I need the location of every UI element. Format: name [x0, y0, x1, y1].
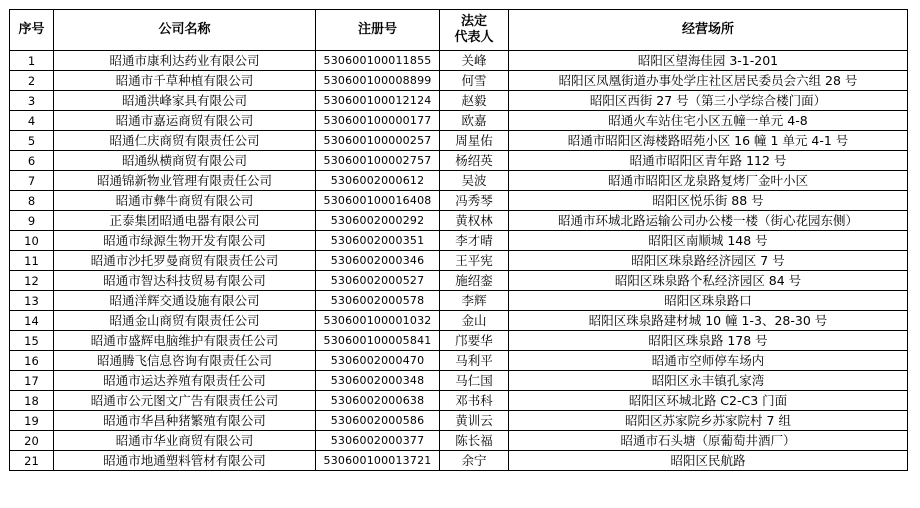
table-row	[10, 331, 908, 351]
row-reg-no-cell: 530600100011855	[316, 51, 440, 71]
row-address-cell: 昭阳区望海佳园 3-1-201	[509, 51, 908, 71]
row-reg-no-cell: 5306002000527	[316, 271, 440, 291]
row-legal-rep-cell: 黄权林	[440, 211, 509, 231]
row-legal-rep-cell: 马利平	[440, 351, 509, 371]
table-row	[10, 91, 908, 111]
row-company-cell: 昭通市嘉运商贸有限公司	[54, 111, 316, 131]
row-company-cell: 正泰集团昭通电器有限公司	[54, 211, 316, 231]
table-row	[10, 211, 908, 231]
row-reg-no-cell: 5306002000470	[316, 351, 440, 371]
row-legal-rep-cell: 关峰	[440, 51, 509, 71]
header-index: 序号	[10, 10, 54, 51]
table-row	[10, 251, 908, 271]
registry-table-container	[9, 9, 908, 471]
row-reg-no-cell: 5306002000348	[316, 371, 440, 391]
row-reg-no-cell: 530600100008899	[316, 71, 440, 91]
row-company-cell: 昭通腾飞信息咨询有限责任公司	[54, 351, 316, 371]
row-address-cell: 昭通市空师停车场内	[509, 351, 908, 371]
row-index-cell: 12	[10, 271, 54, 291]
row-index-cell: 17	[10, 371, 54, 391]
row-address-cell: 昭阳区珠泉路口	[509, 291, 908, 311]
table-row	[10, 291, 908, 311]
header-legal-rep-line1: 法定	[460, 14, 487, 29]
row-reg-no-cell: 530600100000257	[316, 131, 440, 151]
row-legal-rep-cell: 余宁	[440, 451, 509, 471]
row-reg-no-cell: 5306002000351	[316, 231, 440, 251]
table-row	[10, 451, 908, 471]
row-address-cell: 昭阳区西街 27 号（第三小学综合楼门面）	[509, 91, 908, 111]
row-legal-rep-cell: 邝要华	[440, 331, 509, 351]
row-company-cell: 昭通金山商贸有限责任公司	[54, 311, 316, 331]
row-address-cell: 昭通市昭阳区青年路 112 号	[509, 151, 908, 171]
table-row	[10, 411, 908, 431]
row-index-cell: 5	[10, 131, 54, 151]
row-index-cell: 2	[10, 71, 54, 91]
row-company-cell: 昭通市彝牛商贸有限公司	[54, 191, 316, 211]
row-company-cell: 昭通市盛辉电脑维护有限责任公司	[54, 331, 316, 351]
table-row	[10, 231, 908, 251]
row-legal-rep-cell: 欧嘉	[440, 111, 509, 131]
header-row	[10, 10, 908, 51]
row-address-cell: 昭阳区苏家院乡苏家院村 7 组	[509, 411, 908, 431]
row-company-cell: 昭通市沙托罗曼商贸有限责任公司	[54, 251, 316, 271]
header-company: 公司名称	[54, 10, 316, 51]
table-row	[10, 191, 908, 211]
row-legal-rep-cell: 黄训云	[440, 411, 509, 431]
row-index-cell: 8	[10, 191, 54, 211]
row-company-cell: 昭通市康利达药业有限公司	[54, 51, 316, 71]
header-legal-rep	[440, 10, 509, 51]
row-legal-rep-cell: 冯秀琴	[440, 191, 509, 211]
table-body	[10, 51, 908, 471]
row-company-cell: 昭通锦新物业管理有限责任公司	[54, 171, 316, 191]
row-legal-rep-cell: 李辉	[440, 291, 509, 311]
row-address-cell: 昭阳区珠泉路 178 号	[509, 331, 908, 351]
row-company-cell: 昭通市千草种植有限公司	[54, 71, 316, 91]
row-legal-rep-cell: 王平宪	[440, 251, 509, 271]
row-legal-rep-cell: 马仁国	[440, 371, 509, 391]
row-address-cell: 昭阳区永丰镇孔家湾	[509, 371, 908, 391]
row-index-cell: 3	[10, 91, 54, 111]
table-row	[10, 271, 908, 291]
row-company-cell: 昭通市绿源生物开发有限公司	[54, 231, 316, 251]
row-index-cell: 1	[10, 51, 54, 71]
row-company-cell: 昭通市公元图文广告有限责任公司	[54, 391, 316, 411]
table-header	[10, 10, 908, 51]
row-company-cell: 昭通洪峰家具有限公司	[54, 91, 316, 111]
row-index-cell: 16	[10, 351, 54, 371]
row-legal-rep-cell: 周星佑	[440, 131, 509, 151]
row-address-cell: 昭阳区民航路	[509, 451, 908, 471]
row-legal-rep-cell: 何雪	[440, 71, 509, 91]
row-reg-no-cell: 5306002000578	[316, 291, 440, 311]
row-reg-no-cell: 530600100001032	[316, 311, 440, 331]
company-registry-table	[9, 9, 908, 471]
row-company-cell: 昭通洋辉交通设施有限公司	[54, 291, 316, 311]
header-address: 经营场所	[509, 10, 908, 51]
row-index-cell: 19	[10, 411, 54, 431]
table-row	[10, 311, 908, 331]
row-index-cell: 20	[10, 431, 54, 451]
row-index-cell: 11	[10, 251, 54, 271]
row-address-cell: 昭通市石头塘（原葡萄井酒厂）	[509, 431, 908, 451]
row-reg-no-cell: 5306002000586	[316, 411, 440, 431]
row-index-cell: 6	[10, 151, 54, 171]
row-index-cell: 15	[10, 331, 54, 351]
row-legal-rep-cell: 金山	[440, 311, 509, 331]
row-reg-no-cell: 5306002000377	[316, 431, 440, 451]
row-address-cell: 昭阳区珠泉路经济园区 7 号	[509, 251, 908, 271]
table-row	[10, 71, 908, 91]
row-legal-rep-cell: 李才晴	[440, 231, 509, 251]
row-address-cell: 昭阳区南顺城 148 号	[509, 231, 908, 251]
row-reg-no-cell: 5306002000292	[316, 211, 440, 231]
row-index-cell: 10	[10, 231, 54, 251]
row-address-cell: 昭阳区悦乐街 88 号	[509, 191, 908, 211]
row-index-cell: 14	[10, 311, 54, 331]
header-reg-no: 注册号	[316, 10, 440, 51]
row-company-cell: 昭通市华业商贸有限公司	[54, 431, 316, 451]
row-index-cell: 7	[10, 171, 54, 191]
table-row	[10, 51, 908, 71]
row-address-cell: 昭阳区珠泉路个私经济园区 84 号	[509, 271, 908, 291]
row-index-cell: 4	[10, 111, 54, 131]
row-index-cell: 21	[10, 451, 54, 471]
row-address-cell: 昭阳区凤凰街道办事处学庄社区居民委员会六组 28 号	[509, 71, 908, 91]
table-row	[10, 131, 908, 151]
row-legal-rep-cell: 赵毅	[440, 91, 509, 111]
table-row	[10, 371, 908, 391]
row-address-cell: 昭阳区环城北路 C2-C3 门面	[509, 391, 908, 411]
row-company-cell: 昭通市地通塑料管材有限公司	[54, 451, 316, 471]
row-reg-no-cell: 5306002000346	[316, 251, 440, 271]
row-legal-rep-cell: 吴波	[440, 171, 509, 191]
row-company-cell: 昭通市华昌种猪繁殖有限公司	[54, 411, 316, 431]
table-row	[10, 111, 908, 131]
row-reg-no-cell: 530600100016408	[316, 191, 440, 211]
row-legal-rep-cell: 杨绍英	[440, 151, 509, 171]
row-company-cell: 昭通市智达科技贸易有限公司	[54, 271, 316, 291]
row-reg-no-cell: 530600100012124	[316, 91, 440, 111]
row-legal-rep-cell: 施绍銮	[440, 271, 509, 291]
row-address-cell: 昭通火车站住宅小区五幢一单元 4-8	[509, 111, 908, 131]
table-row	[10, 431, 908, 451]
row-reg-no-cell: 530600100000177	[316, 111, 440, 131]
row-reg-no-cell: 530600100002757	[316, 151, 440, 171]
row-index-cell: 13	[10, 291, 54, 311]
row-reg-no-cell: 530600100005841	[316, 331, 440, 351]
row-address-cell: 昭通市昭阳区龙泉路复烤厂金叶小区	[509, 171, 908, 191]
table-row	[10, 171, 908, 191]
row-reg-no-cell: 5306002000612	[316, 171, 440, 191]
row-company-cell: 昭通市运达养殖有限责任公司	[54, 371, 316, 391]
row-reg-no-cell: 530600100013721	[316, 451, 440, 471]
header-legal-rep-line2: 代表人	[454, 30, 494, 45]
row-legal-rep-cell: 邓书科	[440, 391, 509, 411]
row-company-cell: 昭通纵横商贸有限公司	[54, 151, 316, 171]
row-reg-no-cell: 5306002000638	[316, 391, 440, 411]
row-legal-rep-cell: 陈长福	[440, 431, 509, 451]
row-company-cell: 昭通仁庆商贸有限责任公司	[54, 131, 316, 151]
row-address-cell: 昭通市昭阳区海楼路昭苑小区 16 幢 1 单元 4-1 号	[509, 131, 908, 151]
row-address-cell: 昭通市环城北路运输公司办公楼一楼（街心花园东侧）	[509, 211, 908, 231]
table-row	[10, 351, 908, 371]
table-row	[10, 391, 908, 411]
row-index-cell: 18	[10, 391, 54, 411]
row-index-cell: 9	[10, 211, 54, 231]
row-address-cell: 昭阳区珠泉路建材城 10 幢 1-3、28-30 号	[509, 311, 908, 331]
table-row	[10, 151, 908, 171]
